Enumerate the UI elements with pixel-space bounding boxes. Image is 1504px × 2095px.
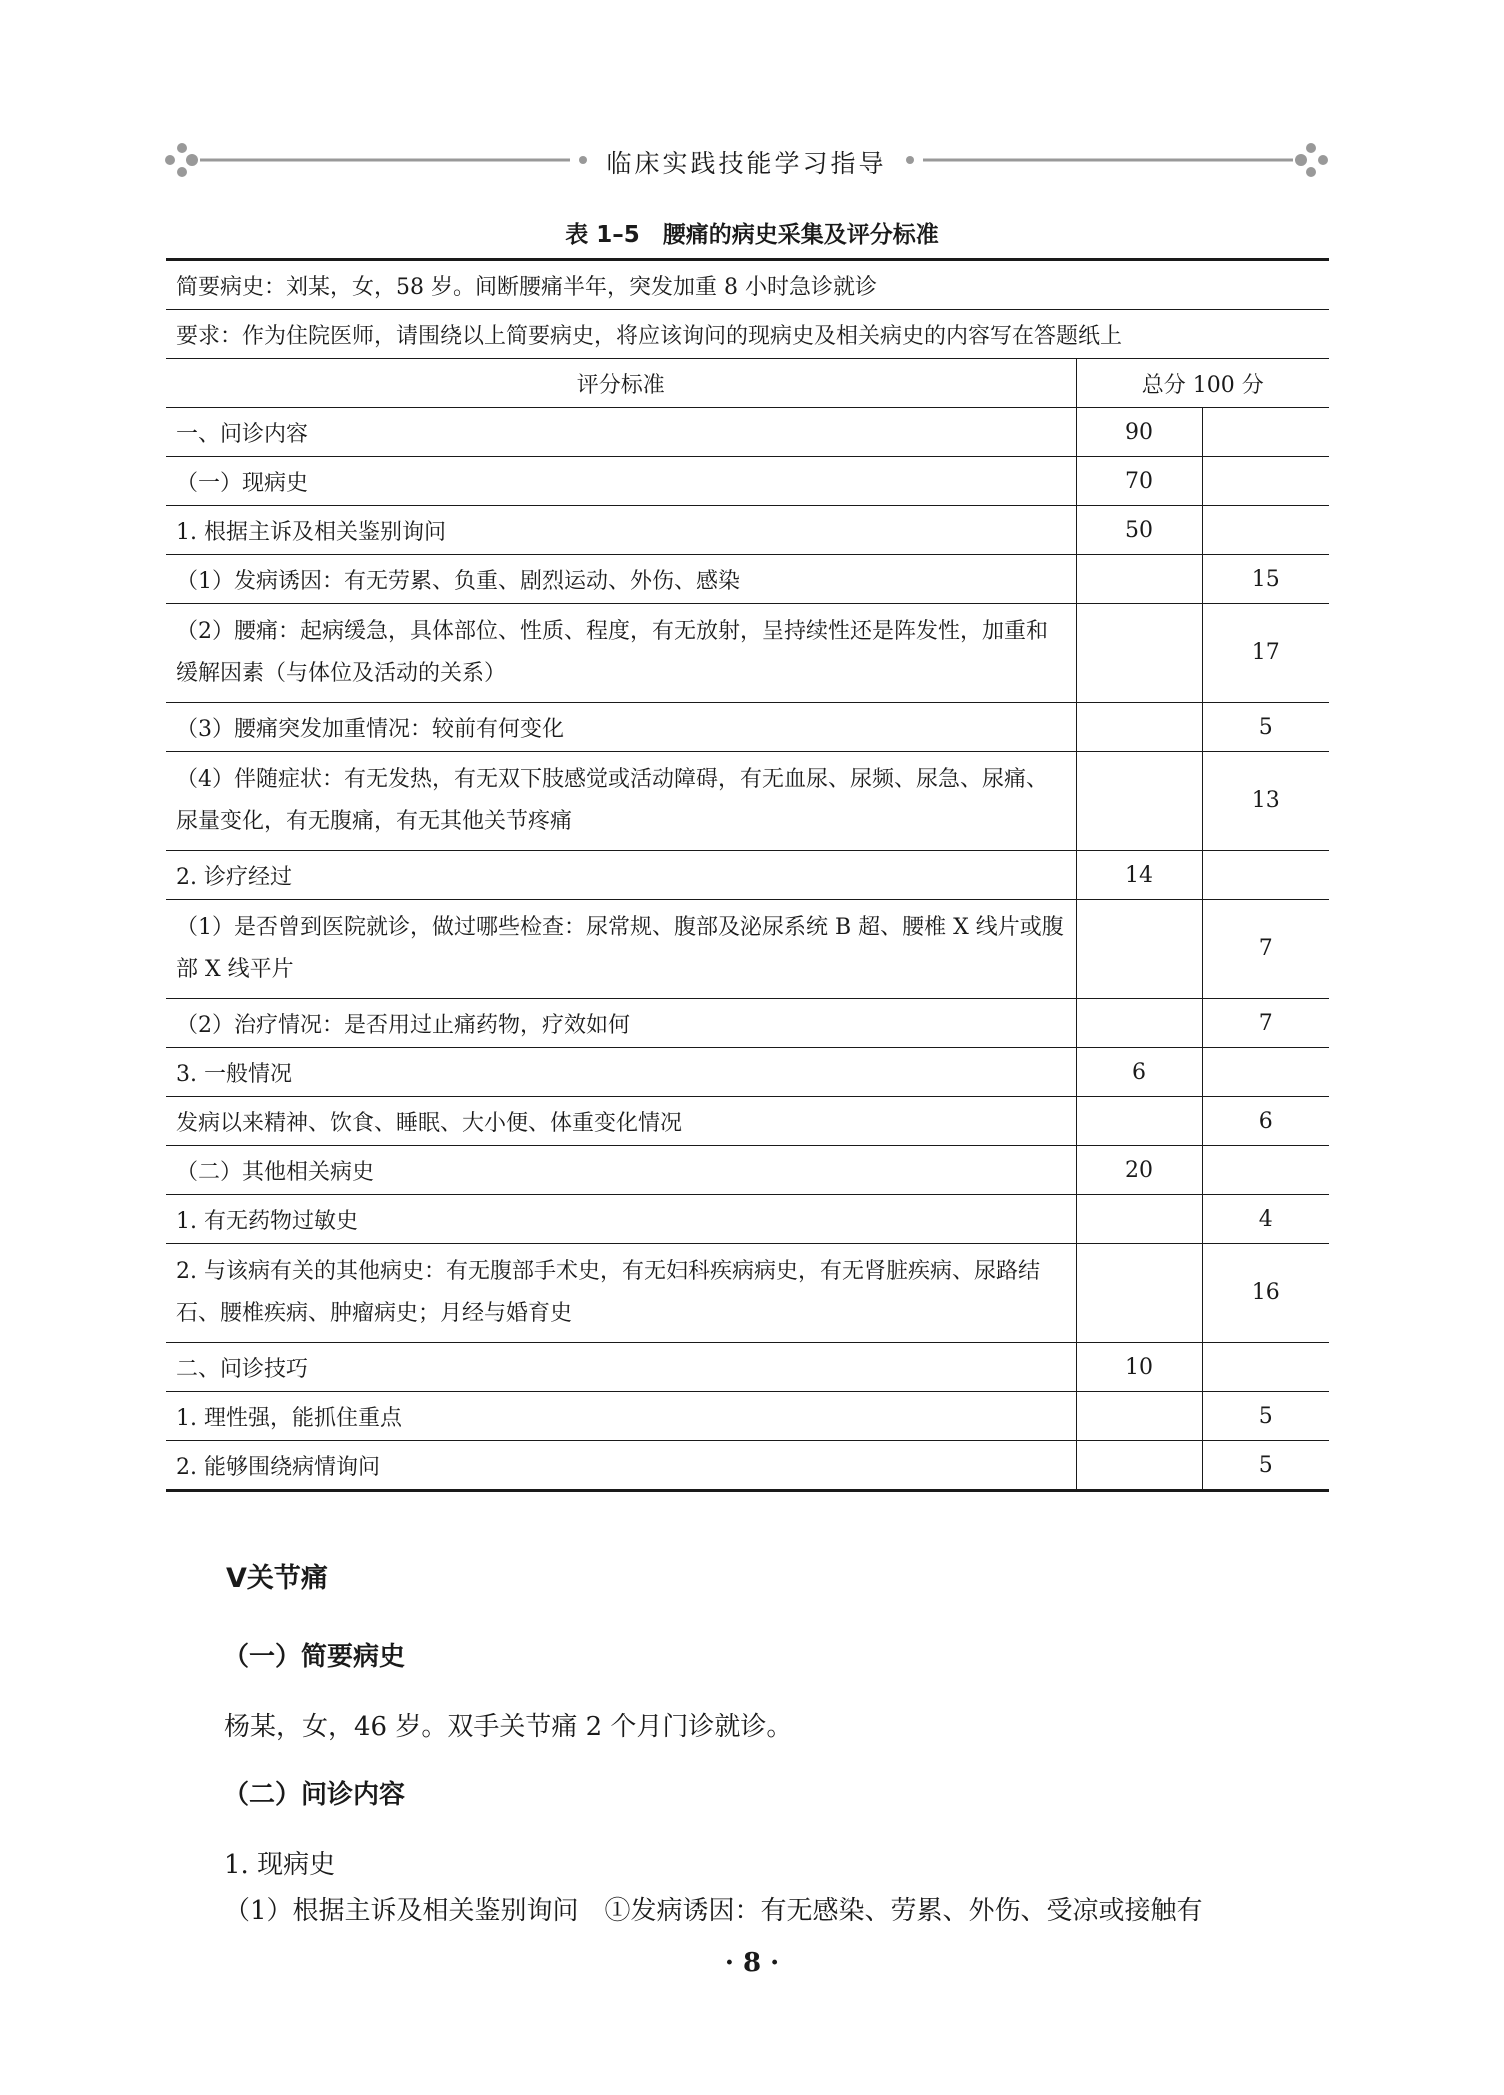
- sub-points: 16: [1202, 1244, 1329, 1343]
- table-row: [166, 555, 1329, 604]
- table-row: [166, 1392, 1329, 1441]
- subsection-brief-history: （一）简要病史: [223, 1642, 406, 1672]
- sub-points: 5: [1202, 1392, 1329, 1441]
- table-row: [166, 999, 1329, 1048]
- criteria-text: （二）其他相关病史: [166, 1146, 1076, 1195]
- sub-points: [1202, 851, 1329, 900]
- table-row: [166, 703, 1329, 752]
- points: [1076, 1392, 1202, 1441]
- col-total-header: 总分 100 分: [1076, 359, 1329, 408]
- sub-points: [1202, 408, 1329, 457]
- table-row: [166, 1048, 1329, 1097]
- table-row: [166, 506, 1329, 555]
- requirement-row: [166, 310, 1329, 359]
- brief-history-row: [166, 260, 1329, 310]
- sub-points: [1202, 1343, 1329, 1392]
- page-number: · 8 ·: [724, 1948, 780, 1978]
- points: [1076, 900, 1202, 999]
- table-row: [166, 457, 1329, 506]
- points: 50: [1076, 506, 1202, 555]
- table-row: [166, 1097, 1329, 1146]
- sub-points: 7: [1202, 999, 1329, 1048]
- sub-points: 4: [1202, 1195, 1329, 1244]
- criteria-text: 发病以来精神、饮食、睡眠、大小便、体重变化情况: [166, 1097, 1076, 1146]
- points: [1076, 1097, 1202, 1146]
- sub-points: 5: [1202, 1441, 1329, 1491]
- inquiry-item: （1）根据主诉及相关鉴别询问 ①发病诱因：有无感染、劳累、外伤、受凉或接触有: [224, 1896, 1203, 1926]
- sub-points: 13: [1202, 752, 1329, 851]
- criteria-text: 1. 理性强，能抓住重点: [166, 1392, 1076, 1441]
- points: 10: [1076, 1343, 1202, 1392]
- scoring-table: [166, 258, 1329, 1492]
- table-caption: 表 1–5 腰痛的病史采集及评分标准: [565, 222, 939, 248]
- points: [1076, 1441, 1202, 1491]
- criteria-text: （1）是否曾到医院就诊，做过哪些检查：尿常规、腹部及泌尿系统 B 超、腰椎 X 线片或腹部 X 线平片: [166, 900, 1076, 999]
- criteria-text: 3. 一般情况: [166, 1048, 1076, 1097]
- brief-history: 简要病史：刘某，女，58 岁。间断腰痛半年，突发加重 8 小时急诊就诊: [176, 274, 877, 300]
- points: 90: [1076, 408, 1202, 457]
- sub-points: 17: [1202, 604, 1329, 703]
- table-row: [166, 900, 1329, 999]
- sub-points: 6: [1202, 1097, 1329, 1146]
- sub-points: 5: [1202, 703, 1329, 752]
- table-row: [166, 1146, 1329, 1195]
- criteria-text: （2）治疗情况：是否用过止痛药物，疗效如何: [166, 999, 1076, 1048]
- points: [1076, 1195, 1202, 1244]
- criteria-text: 1. 根据主诉及相关鉴别询问: [166, 506, 1076, 555]
- table-row: [166, 851, 1329, 900]
- header-title: 临床实践技能学习指导: [606, 149, 887, 178]
- points: [1076, 999, 1202, 1048]
- table-row: [166, 408, 1329, 457]
- requirement: 要求：作为住院医师，请围绕以上简要病史，将应该询问的现病史及相关病史的内容写在答题纸上: [166, 310, 1329, 359]
- criteria-text: 2. 与该病有关的其他病史：有无腹部手术史，有无妇科疾病病史，有无肾脏疾病、尿路结石、腰椎疾病、肿瘤病史；月经与婚育史: [166, 1244, 1076, 1343]
- criteria-text: （一）现病史: [166, 457, 1076, 506]
- sub-points: [1202, 1146, 1329, 1195]
- table-header-row: [166, 359, 1329, 408]
- criteria-text: （4）伴随症状：有无发热，有无双下肢感觉或活动障碍，有无血尿、尿频、尿急、尿痛、尿量变化，有无腹痛，有无其他关节疼痛: [166, 752, 1076, 851]
- sub-points: 7: [1202, 900, 1329, 999]
- criteria-text: 一、问诊内容: [166, 408, 1076, 457]
- table-row: [166, 1343, 1329, 1392]
- table-row: [166, 1244, 1329, 1343]
- sub-points: [1202, 1048, 1329, 1097]
- criteria-text: 2. 诊疗经过: [166, 851, 1076, 900]
- sub-points: 15: [1202, 555, 1329, 604]
- present-history-heading: 1. 现病史: [224, 1850, 336, 1880]
- criteria-text: 2. 能够围绕病情询问: [166, 1441, 1076, 1491]
- criteria-text: （3）腰痛突发加重情况：较前有何变化: [166, 703, 1076, 752]
- points: 70: [1076, 457, 1202, 506]
- points: [1076, 555, 1202, 604]
- criteria-text: 二、问诊技巧: [166, 1343, 1076, 1392]
- points: [1076, 604, 1202, 703]
- points: 6: [1076, 1048, 1202, 1097]
- points: [1076, 752, 1202, 851]
- points: 20: [1076, 1146, 1202, 1195]
- points: [1076, 1244, 1202, 1343]
- table-row: [166, 1195, 1329, 1244]
- running-header: [160, 136, 1333, 186]
- joint-pain-history: 杨某，女，46 岁。双手关节痛 2 个月门诊就诊。: [224, 1712, 793, 1742]
- table-row: [166, 604, 1329, 703]
- sub-points: [1202, 457, 1329, 506]
- sub-points: [1202, 506, 1329, 555]
- criteria-text: 1. 有无药物过敏史: [166, 1195, 1076, 1244]
- points: 14: [1076, 851, 1202, 900]
- subsection-inquiry: （二）问诊内容: [223, 1780, 406, 1810]
- section-title: Ⅴ关节痛: [226, 1563, 328, 1594]
- criteria-text: （1）发病诱因：有无劳累、负重、剧烈运动、外伤、感染: [166, 555, 1076, 604]
- criteria-text: （2）腰痛：起病缓急，具体部位、性质、程度，有无放射，呈持续性还是阵发性，加重和缓解因素（与体位及活动的关系）: [166, 604, 1076, 703]
- table-row: [166, 752, 1329, 851]
- table-row: [166, 1441, 1329, 1491]
- col-criteria-header: 评分标准: [166, 359, 1076, 408]
- points: [1076, 703, 1202, 752]
